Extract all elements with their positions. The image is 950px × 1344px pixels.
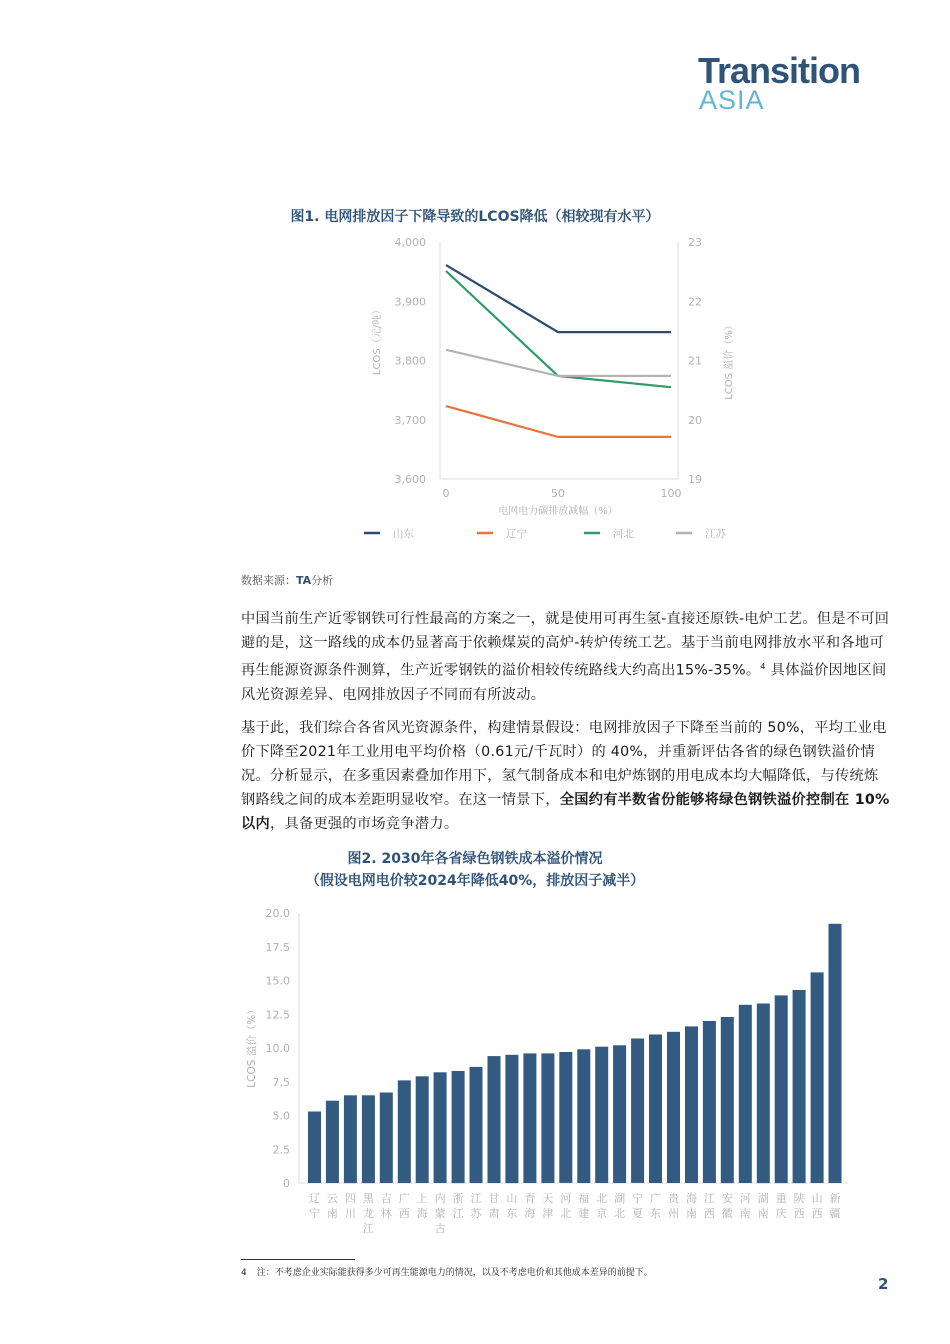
bar-上海 [416, 1076, 429, 1183]
y2-tick-label: 20 [688, 413, 702, 427]
bar-广东 [649, 1035, 662, 1184]
category-label: 甘 [488, 1192, 500, 1205]
bar-甘肃 [488, 1056, 501, 1183]
category-label: 龙 [362, 1207, 374, 1220]
category-label: 重 [775, 1192, 787, 1205]
category-label: 西 [793, 1207, 805, 1220]
bar-海南 [685, 1026, 698, 1183]
figure1-source: 数据来源：TA分析 [241, 574, 334, 587]
bar-辽宁 [308, 1112, 321, 1184]
y2-tick-label: 22 [688, 295, 702, 309]
category-label: 东 [506, 1207, 518, 1220]
category-label: 辽 [309, 1192, 320, 1205]
category-label: 西 [398, 1207, 410, 1220]
category-label: 陕 [793, 1192, 805, 1205]
y-tick-label: 3,700 [394, 413, 426, 427]
category-label: 江 [470, 1192, 482, 1205]
category-label: 北 [614, 1207, 626, 1220]
category-label: 南 [686, 1207, 697, 1220]
category-label: 黑 [362, 1192, 374, 1205]
category-label: 西 [703, 1207, 715, 1220]
category-label: 江 [452, 1207, 464, 1220]
body-paragraph-1: 中国当前生产近零钢铁可行性最高的方案之一，就是使用可再生氢-直接还原铁-电炉工艺。但是不可回避的是，这一路线的成本仍显著高于依赖煤炭的高炉-转炉传统工艺。基于当前电网排放水平和各地可再生能源资源条件测算，生产近零钢铁的溢价相较传统路线大约高出15%-35%。$^4$ 具体溢价因地区间风光资源差异、电网排放因子不同而有所波动。 [241, 611, 890, 703]
category-label: 徽 [721, 1207, 733, 1220]
y2-tick-label: 23 [688, 236, 702, 249]
bar-贵州 [667, 1032, 680, 1183]
category-label: 上 [416, 1192, 428, 1205]
y-axis-title: LCOS（元/吨） [372, 304, 383, 376]
category-label: 山 [506, 1192, 518, 1205]
y-tick-label: 17.5 [265, 940, 290, 954]
category-label: 州 [668, 1207, 679, 1220]
bar-湖南 [757, 1004, 770, 1184]
bar-四川 [344, 1095, 357, 1183]
bar-陕西 [793, 990, 806, 1183]
y-tick-label: 7.5 [272, 1075, 290, 1089]
category-label: 西 [811, 1207, 823, 1220]
y-tick-label: 15.0 [265, 974, 290, 988]
y-tick-label: 2.5 [272, 1143, 290, 1157]
category-label: 北 [596, 1192, 608, 1205]
x-tick-label: 0 [442, 487, 450, 500]
bar-青海 [523, 1053, 536, 1183]
y-tick-label: 3,600 [394, 473, 426, 486]
legend-label: 江苏 [705, 528, 726, 540]
bar-广西 [398, 1080, 411, 1183]
bar-黑龙江 [362, 1095, 375, 1183]
category-label: 川 [344, 1207, 356, 1220]
y2-tick-label: 19 [688, 473, 702, 486]
category-label: 贵 [668, 1192, 679, 1205]
bar-重庆 [775, 995, 788, 1183]
category-label: 新 [829, 1192, 841, 1205]
bar-河南 [739, 1005, 752, 1183]
category-label: 宁 [632, 1192, 644, 1205]
category-label: 东 [650, 1207, 661, 1220]
category-label: 河 [739, 1192, 751, 1205]
bar-山西 [811, 972, 824, 1183]
bar-江苏 [470, 1067, 483, 1183]
category-label: 海 [524, 1207, 536, 1220]
y-tick-label: 10.0 [265, 1042, 290, 1055]
category-label: 浙 [452, 1192, 464, 1205]
y-tick-label: 4,000 [394, 236, 426, 249]
category-label: 建 [578, 1207, 590, 1220]
page-number: 2 [878, 1275, 889, 1293]
bar-山东 [505, 1055, 518, 1183]
bar-福建 [577, 1049, 590, 1183]
bar-安徽 [721, 1017, 734, 1183]
category-label: 湖 [614, 1192, 626, 1205]
x-tick-label: 100 [660, 487, 682, 500]
category-label: 北 [560, 1207, 572, 1220]
category-label: 庆 [775, 1207, 787, 1220]
category-label: 四 [344, 1192, 356, 1205]
category-label: 江 [703, 1192, 715, 1205]
footnote-divider [241, 1259, 355, 1260]
category-label: 古 [434, 1222, 446, 1235]
category-label: 海 [686, 1192, 697, 1205]
y-axis-title: LCOS 溢价（%） [246, 1004, 258, 1088]
y-tick-label: 0 [283, 1177, 290, 1190]
category-label: 福 [578, 1192, 590, 1205]
category-label: 广 [650, 1192, 661, 1205]
footnote-ref[interactable]: 4 [760, 662, 766, 671]
y-tick-label: 3,800 [394, 354, 426, 368]
key-finding: 全国约有半数省份能够将绿色钢铁溢价控制在 10% 以内 [241, 792, 890, 832]
logo-line-asia: ASIA [699, 85, 765, 115]
category-label: 吉 [380, 1192, 392, 1205]
y-tick-label: 12.5 [265, 1008, 290, 1022]
legend-label: 辽宁 [506, 528, 527, 540]
bar-新疆 [829, 924, 842, 1183]
y-tick-label: 5.0 [272, 1109, 290, 1123]
figure1-title: 图1. 电网排放因子下降导致的LCOS降低（相较现有水平） [290, 209, 660, 225]
category-label: 安 [721, 1192, 733, 1205]
category-label: 蒙 [434, 1207, 446, 1220]
x-tick-label: 50 [551, 487, 565, 500]
category-label: 山 [811, 1192, 823, 1205]
bar-云南 [326, 1101, 339, 1183]
figure2-title-line2: （假设电网电价较2024年降低40%，排放因子减半） [305, 873, 645, 889]
category-label: 肃 [488, 1207, 500, 1220]
bar-北京 [595, 1047, 608, 1183]
category-label: 夏 [632, 1207, 644, 1220]
bar-江西 [703, 1021, 716, 1183]
category-label: 内 [434, 1192, 446, 1205]
y2-tick-label: 21 [688, 354, 702, 368]
category-label: 疆 [829, 1207, 841, 1220]
category-label: 云 [326, 1192, 338, 1205]
bar-宁夏 [631, 1039, 644, 1183]
category-label: 京 [596, 1207, 608, 1220]
figure2-title-line1: 图2. 2030年各省绿色钢铁成本溢价情况 [347, 851, 603, 867]
bar-湖北 [613, 1045, 626, 1183]
category-label: 南 [739, 1207, 751, 1220]
category-label: 湖 [757, 1192, 769, 1205]
y-tick-label: 20.0 [265, 907, 290, 920]
legend-label: 山东 [393, 528, 414, 540]
bar-河北 [559, 1052, 572, 1183]
category-label: 河 [560, 1192, 572, 1205]
bar-吉林 [380, 1093, 393, 1184]
legend-label: 河北 [613, 528, 634, 540]
category-label: 苏 [470, 1207, 482, 1220]
category-label: 海 [416, 1207, 428, 1220]
bar-天津 [541, 1053, 554, 1183]
category-label: 南 [757, 1207, 769, 1220]
y-tick-label: 3,900 [394, 295, 426, 309]
category-label: 津 [542, 1207, 554, 1220]
y2-axis-title: LCOS 溢价（%） [724, 320, 735, 400]
category-label: 青 [524, 1192, 536, 1205]
logo-line-transition: Transition [698, 50, 861, 91]
bar-内蒙古 [434, 1072, 447, 1183]
category-label: 宁 [309, 1207, 320, 1220]
category-label: 广 [398, 1192, 410, 1205]
x-axis-title: 电网电力碳排放减幅（%） [498, 506, 618, 517]
category-label: 江 [362, 1222, 374, 1235]
category-label: 林 [380, 1207, 392, 1220]
category-label: 天 [542, 1192, 554, 1205]
bar-浙江 [452, 1071, 465, 1183]
body-paragraph-2: 基于此，我们综合各省风光资源条件，构建情景假设：电网排放因子下降至当前的 50%，平均工业电价下降至2021年工业用电平均价格（0.61元/千瓦时）的 40%，并重新评估各省的绿色钢铁溢价情况。分析显示，在多重因素叠加作用下，氢气制备成本和电炉炼钢的用电成本均大幅降低，与传统炼钢路线之间的成本差距明显收窄。在这一情景下，全国约有半数省份能够将绿色钢铁溢价控制在 10% 以内，具备更强的市场竞争潜力。 [241, 720, 890, 832]
footnote: 4 注：不考虑企业实际能获得多少可再生能源电力的情况，以及不考虑电价和其他成本差异的前提下。 [241, 1268, 653, 1278]
category-label: 南 [326, 1207, 338, 1220]
